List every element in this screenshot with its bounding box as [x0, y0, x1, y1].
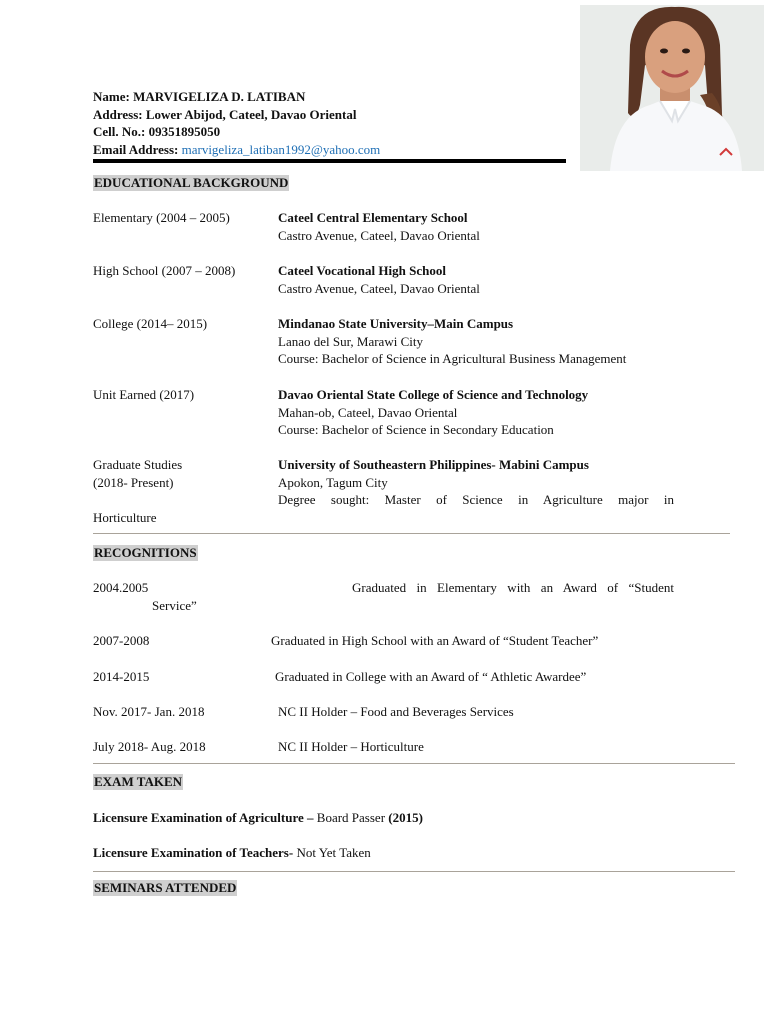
edu-entry-5: [278, 456, 674, 509]
email-label: Email Address:: [93, 141, 182, 157]
recognition-text-4: NC II Holder – Food and Beverages Services: [278, 704, 514, 719]
edu-wrap-text: Horticulture: [93, 510, 157, 525]
name-line: Name: MARVIGELIZA D. LATIBAN: [93, 89, 306, 104]
edu-detail: Apokon, Tagum City: [278, 474, 388, 490]
edu-detail: Lanao del Sur, Marawi City: [278, 333, 423, 349]
edu-level-2: High School (2007 – 2008): [93, 263, 236, 278]
edu-entry-2: [278, 262, 480, 297]
contact-block: [93, 88, 380, 158]
edu-detail: Course: Bachelor of Science in Agricultural Business Management: [278, 351, 627, 366]
seminars-heading: SEMINARS ATTENDED: [94, 880, 237, 895]
exam-title: Licensure Examination of Teachers-: [93, 845, 294, 860]
edu-school: Davao Oriental State College of Science and Technology: [278, 387, 589, 402]
edu-detail: Mahan-ob, Cateel, Davao Oriental: [278, 404, 458, 420]
section-divider: [93, 871, 735, 872]
section-divider: [93, 533, 730, 534]
edu-school: Mindanao State University–Main Campus: [278, 316, 514, 331]
edu-level-5: [93, 456, 182, 491]
edu-school: Cateel Central Elementary School: [278, 210, 468, 225]
edu-level-text: Graduate Studies: [93, 457, 183, 472]
edu-detail: Castro Avenue, Cateel, Davao Oriental: [278, 227, 480, 243]
recognition-text-5: NC II Holder – Horticulture: [278, 739, 424, 754]
edu-level-4: Unit Earned (2017): [93, 387, 195, 402]
exam-result: Board Passer: [313, 810, 389, 825]
recognition-period-1: 2004.2005: [93, 580, 149, 595]
recognition-period-3: 2014-2015: [93, 669, 150, 684]
exam-item-2: [93, 844, 371, 862]
exam-item-1: [93, 809, 423, 827]
exam-heading: EXAM TAKEN: [94, 774, 182, 789]
recognition-wrap-1: Service”: [152, 598, 197, 613]
edu-detail: Course: Bachelor of Science in Secondary Education: [278, 422, 554, 437]
exam-result: Not Yet Taken: [293, 845, 371, 860]
edu-school: Cateel Vocational High School: [278, 263, 446, 278]
edu-entry-3: [278, 315, 626, 368]
address-line: Address: Lower Abijod, Cateel, Davao Oriental: [93, 106, 357, 122]
section-divider: [93, 763, 735, 764]
email-line: [93, 141, 380, 159]
profile-photo: [580, 5, 764, 171]
edu-level-period: (2018- Present): [93, 474, 174, 490]
recognition-period-2: 2007-2008: [93, 633, 150, 648]
edu-entry-1: [278, 209, 480, 244]
recognition-period-4: Nov. 2017- Jan. 2018: [93, 704, 205, 719]
email-link[interactable]: marvigeliza_latiban1992@yahoo.com: [181, 141, 381, 157]
recognitions-heading: RECOGNITIONS: [94, 545, 197, 560]
edu-detail: Castro Avenue, Cateel, Davao Oriental: [278, 280, 480, 296]
education-heading: EDUCATIONAL BACKGROUND: [94, 175, 289, 190]
header-divider: [93, 159, 566, 163]
exam-title: Licensure Examination of Agriculture –: [93, 810, 314, 825]
edu-entry-4: [278, 386, 588, 439]
edu-detail: Degree sought: Master of Science in Agriculture major in: [278, 492, 674, 507]
recognition-text-2: Graduated in High School with an Award of “Student Teacher”: [271, 633, 599, 648]
edu-level-1: Elementary (2004 – 2005): [93, 210, 230, 225]
recognition-text-1: Graduated in Elementary with an Award of “Student: [352, 580, 674, 595]
recognition-period-5: July 2018- Aug. 2018: [93, 739, 206, 754]
edu-level-3: College (2014– 2015): [93, 316, 208, 331]
recognition-text-3: Graduated in College with an Award of “ Athletic Awardee”: [275, 669, 587, 684]
edu-school: University of Southeastern Philippines- Mabini Campus: [278, 457, 589, 472]
cell-line: Cell. No.: 09351895050: [93, 124, 221, 139]
exam-year: (2015): [388, 810, 423, 825]
